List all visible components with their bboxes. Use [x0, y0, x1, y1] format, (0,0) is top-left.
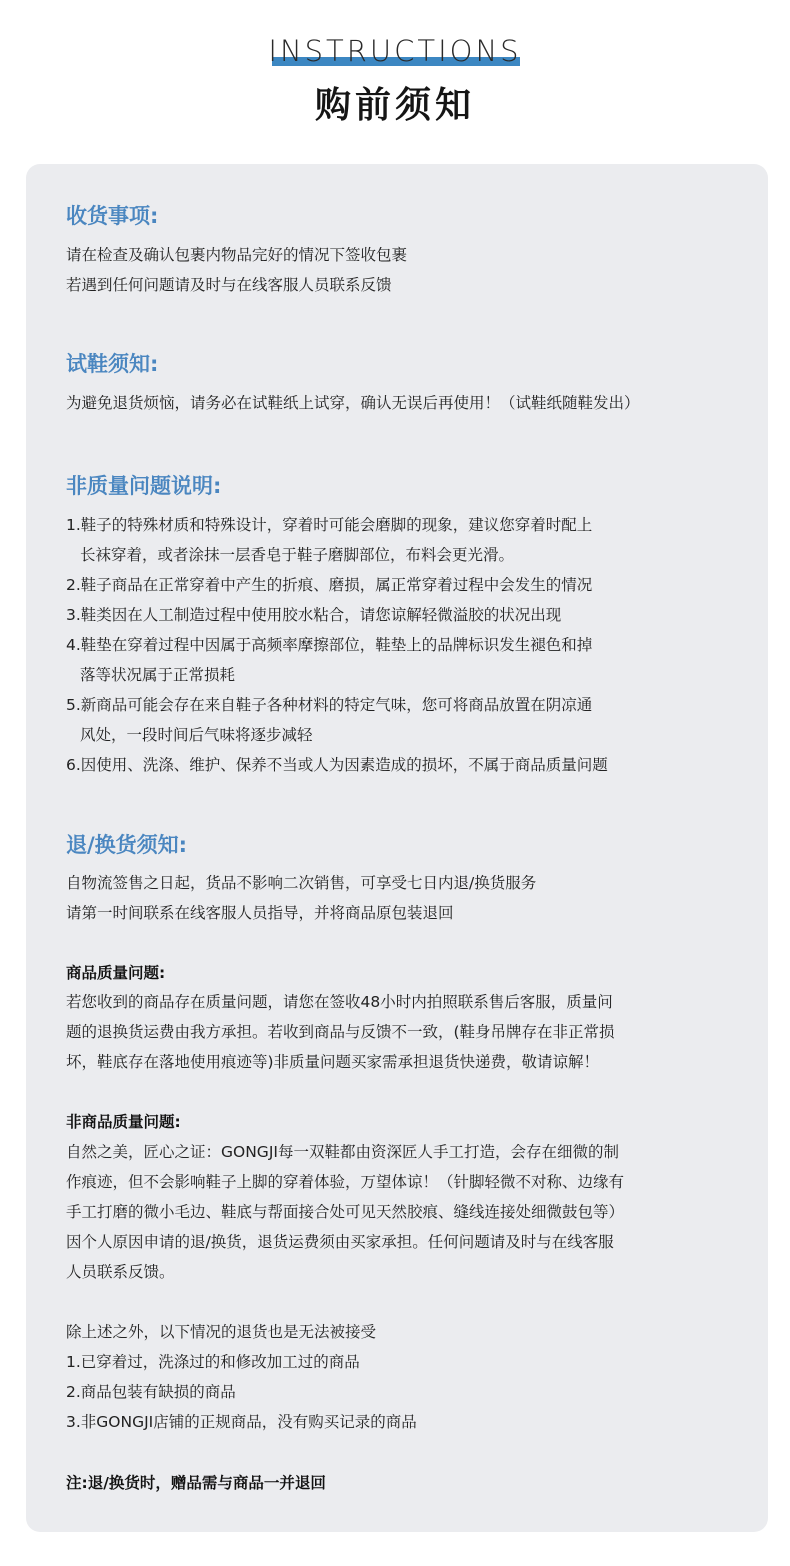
nonquality-issue-line-4: 因个人原因申请的退/换货，退货运费须由买家承担。任何问题请及时与在线客服: [66, 1233, 614, 1251]
page-header: [0, 0, 790, 150]
returns-line-1: 自物流签售之日起，货品不影响二次销售，可享受七日内退/换货服务: [66, 874, 537, 892]
nonquality-issue-line-5: 人员联系反馈。: [66, 1263, 175, 1281]
receive-line-2: 若遇到任何问题请及时与在线客服人员联系反馈: [66, 276, 392, 294]
nonquality-line-4: 3.鞋类因在人工制造过程中使用胶水粘合，请您谅解轻微溢胶的状况出现: [66, 606, 562, 624]
except-line-4: 3.非GONGJI店铺的正规商品，没有购买记录的商品: [66, 1413, 417, 1431]
section-title-receive: 收货事项:: [66, 204, 159, 228]
nonquality-line-2: 长袜穿着，或者涂抹一层香皂于鞋子磨脚部位，布料会更光滑。: [80, 546, 515, 564]
quality-issue-title: 商品质量问题:: [66, 964, 166, 982]
nonquality-issue-line-1: 自然之美，匠心之证：GONGJI每一双鞋都由资深匠人手工打造，会存在细微的制: [66, 1143, 619, 1161]
quality-line-3: 坏，鞋底存在落地使用痕迹等)非质量问题买家需承担退货快递费，敬请谅解！: [66, 1053, 600, 1071]
quality-line-2: 题的退换货运费由我方承担。若收到商品与反馈不一致，(鞋身吊牌存在非正常损: [66, 1023, 615, 1041]
returns-line-2: 请第一时间联系在线客服人员指导，并将商品原包装退回: [66, 904, 454, 922]
except-line-3: 2.商品包装有缺损的商品: [66, 1383, 236, 1401]
section-title-tryon: 试鞋须知:: [66, 352, 159, 376]
instructions-card: [26, 164, 768, 1532]
tryon-line-1: 为避免退货烦恼，请务必在试鞋纸上试穿，确认无误后再使用！（试鞋纸随鞋发出）: [66, 394, 640, 412]
section-title-returns: 退/换货须知:: [66, 833, 188, 857]
nonquality-issue-line-3: 手工打磨的微小毛边、鞋底与帮面接合处可见天然胶痕、缝线连接处细微鼓包等）: [66, 1203, 625, 1221]
except-line-1: 除上述之外，以下情况的退货也是无法被接受: [66, 1323, 377, 1341]
nonquality-line-1: 1.鞋子的特殊材质和特殊设计，穿着时可能会磨脚的现象，建议您穿着时配上: [66, 516, 593, 534]
except-line-2: 1.已穿着过，洗涤过的和修改加工过的商品: [66, 1353, 360, 1371]
nonquality-line-5: 4.鞋垫在穿着过程中因属于高频率摩擦部位，鞋垫上的品牌标识发生褪色和掉: [66, 636, 593, 654]
nonquality-issue-title: 非商品质量问题:: [66, 1113, 181, 1131]
page-title: 购前须知: [314, 85, 475, 126]
english-title: INSTRUCTIONS: [268, 34, 522, 68]
return-note: 注:退/换货时，赠品需与商品一并退回: [66, 1474, 326, 1492]
nonquality-line-3: 2.鞋子商品在正常穿着中产生的折痕、磨损，属正常穿着过程中会发生的情况: [66, 576, 593, 594]
nonquality-line-7: 5.新商品可能会存在来自鞋子各种材料的特定气味，您可将商品放置在阴凉通: [66, 696, 593, 714]
receive-line-1: 请在检查及确认包裹内物品完好的情况下签收包裹: [66, 246, 408, 264]
nonquality-line-9: 6.因使用、洗涤、维护、保养不当或人为因素造成的损坏，不属于商品质量问题: [66, 756, 608, 774]
section-title-nonquality: 非质量问题说明:: [66, 474, 222, 498]
quality-line-1: 若您收到的商品存在质量问题，请您在签收48小时内拍照联系售后客服，质量问: [66, 993, 613, 1011]
nonquality-line-6: 落等状况属于正常损耗: [80, 666, 236, 684]
nonquality-issue-line-2: 作痕迹，但不会影响鞋子上脚的穿着体验，万望体谅！（针脚轻微不对称、边缘有: [66, 1173, 625, 1191]
nonquality-line-8: 风处，一段时间后气味将逐步减轻: [80, 726, 313, 744]
